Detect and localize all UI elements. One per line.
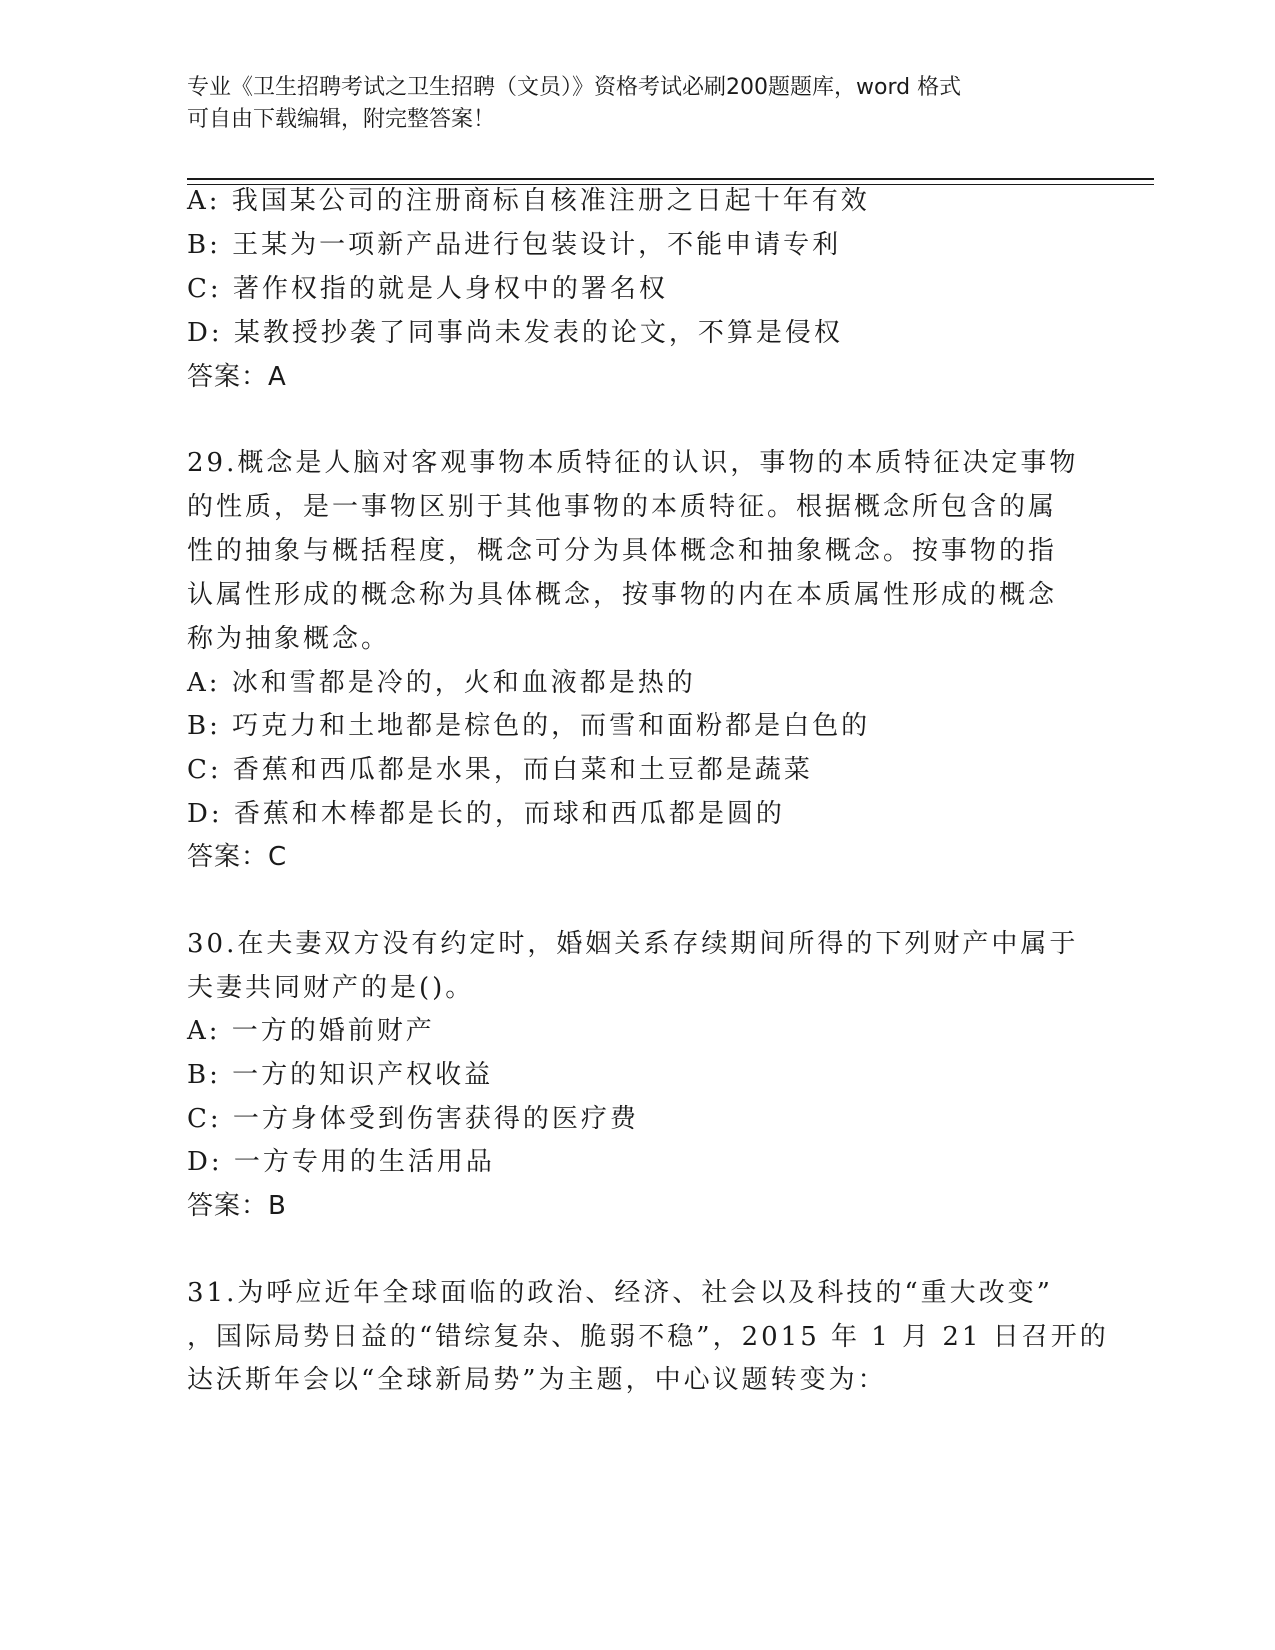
q31-stem-line-1: 31.为呼应近年全球面临的政治、经济、社会以及科技的“重大改变” — [187, 1278, 1053, 1308]
q30-stem-line-2: 夫妻共同财产的是()。 — [187, 973, 475, 1003]
q30-option-d: D: 一方专用的生活用品 — [187, 1147, 495, 1177]
q31-stem-line-3: 达沃斯年会以“全球新局势”为主题，中心议题转变为： — [187, 1365, 887, 1395]
q29-option-a: A: 冰和雪都是冷的，火和血液都是热的 — [187, 668, 696, 698]
q28-option-b: B: 王某为一项新产品进行包装设计，不能申请专利 — [187, 230, 842, 260]
q30-answer: 答案：B — [187, 1191, 287, 1221]
q30-option-c: C: 一方身体受到伤害获得的医疗费 — [187, 1104, 639, 1134]
q29-stem-line-3: 性的抽象与概括程度，概念可分为具体概念和抽象概念。按事物的指 — [187, 536, 1058, 566]
q31-stem-line-2: ，国际局势日益的“错综复杂、脆弱不稳”，2015 年 1 月 21 日召开的 — [187, 1322, 1109, 1352]
q29-stem-line-1: 29.概念是人脑对客观事物本质特征的认识，事物的本质特征决定事物 — [187, 448, 1079, 478]
q29-answer: 答案：C — [187, 842, 288, 872]
q28-option-c: C: 著作权指的就是人身权中的署名权 — [187, 274, 668, 304]
q29-stem-line-5: 称为抽象概念。 — [187, 624, 391, 654]
q29-option-d: D: 香蕉和木棒都是长的，而球和西瓜都是圆的 — [187, 799, 785, 829]
document-header — [187, 72, 1067, 136]
document-header-line-1: 专业《卫生招聘考试之卫生招聘（文员）》资格考试必刷200题题库，word 格式 — [187, 75, 962, 100]
q30-option-a: A: 一方的婚前财产 — [187, 1016, 435, 1046]
q28-answer: 答案：A — [187, 362, 287, 392]
q29-option-b: B: 巧克力和土地都是棕色的，而雪和面粉都是白色的 — [187, 711, 871, 741]
q30-option-b: B: 一方的知识产权收益 — [187, 1060, 494, 1090]
q29-option-c: C: 香蕉和西瓜都是水果，而白菜和土豆都是蔬菜 — [187, 755, 813, 785]
q29-stem-line-4: 认属性形成的概念称为具体概念，按事物的内在本质属性形成的概念 — [187, 580, 1058, 610]
q29-stem-line-2: 的性质，是一事物区别于其他事物的本质特征。根据概念所包含的属 — [187, 492, 1058, 522]
q28-option-d: D: 某教授抄袭了同事尚未发表的论文，不算是侵权 — [187, 318, 843, 348]
q30-stem-line-1: 30.在夫妻双方没有约定时，婚姻关系存续期间所得的下列财产中属于 — [187, 929, 1079, 959]
document-header-line-2: 可自由下载编辑，附完整答案！ — [187, 107, 496, 132]
header-divider-thick — [187, 178, 1154, 180]
q28-option-a: A: 我国某公司的注册商标自核准注册之日起十年有效 — [187, 186, 870, 216]
